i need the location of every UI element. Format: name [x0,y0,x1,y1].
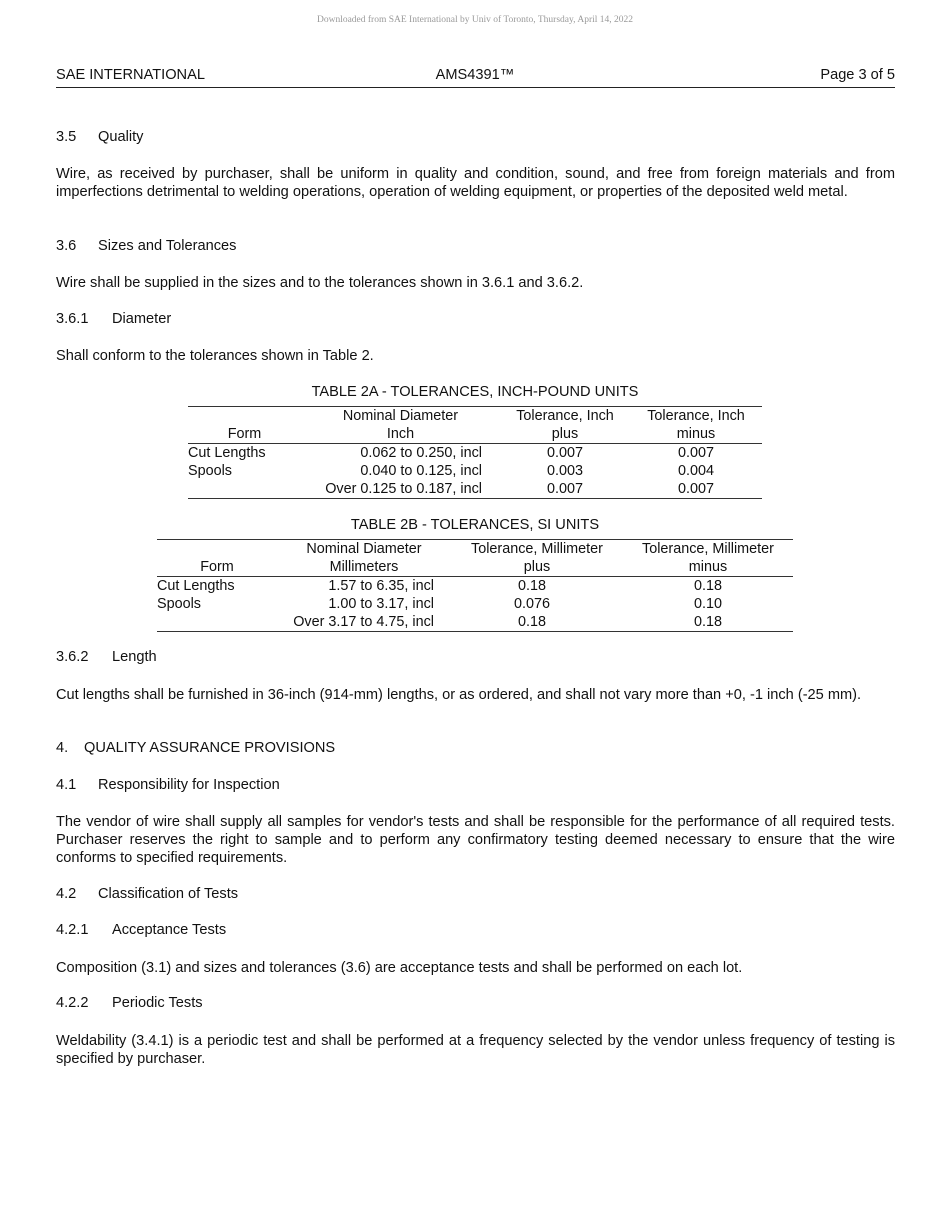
section-number: 4.1 [56,777,77,793]
table-cell-plus: 0.007 [546,445,583,461]
section-title: Responsibility for Inspection [98,777,280,793]
table-header-cell: Nominal Diameter [277,540,451,559]
header-page-number: Page 3 of 5 [820,67,895,83]
paragraph-diameter: Shall conform to the tolerances shown in Table 2. [56,348,374,364]
section-heading-4 [56,740,335,756]
table-cell-minus: 0.18 [623,613,793,632]
paragraph-acceptance-tests: Composition (3.1) and sizes and tolerances (3.6) are acceptance tests and shall be performed on each lot. [56,960,743,976]
table-header-cell [188,407,301,426]
section-heading-3-5 [56,129,143,145]
header-document-id: AMS4391™ [435,67,515,83]
table-2b-title: TABLE 2B - TOLERANCES, SI UNITS [350,517,600,533]
section-number: 3.6.2 [56,649,89,665]
table-cell-minus: 0.007 [677,445,714,461]
section-title: Length [112,649,157,665]
paragraph-length: Cut lengths shall be furnished in 36-inch (914-mm) lengths, or as ordered, and shall not vary more than +0, -1 inch (-25 mm). [56,687,862,703]
section-number: 4. [56,740,69,756]
table-cell-diameter: Over 0.125 to 0.187, incl [301,480,500,499]
download-watermark: Downloaded from SAE International by Univ of Toronto, Thursday, April 14, 2022 [316,15,634,25]
section-number: 3.5 [56,129,77,145]
table-cell-form: Cut Lengths [188,445,266,461]
section-heading-3-6 [56,238,236,254]
table-cell-plus: 0.076 [513,596,550,612]
table-cell-diameter: Over 3.17 to 4.75, incl [277,613,451,632]
section-title: Sizes and Tolerances [98,238,237,254]
table-cell-minus: 0.007 [630,480,762,499]
paragraph-responsibility: The vendor of wire shall supply all samples for vendor's tests and shall be responsible for the performance of all required tests. Purchaser reserves the right to sample and to perform any confirmatory testing deemed necessary to ensure that the wire conforms to specified requirements. [56,814,895,866]
table-cell-minus: 0.004 [677,463,714,479]
table-header-cell: Tolerance, Inch [500,407,630,426]
table-2b [157,539,793,632]
table-cell-diameter: 0.062 to 0.250, incl [360,445,482,461]
table-header-cell [157,540,277,559]
paragraph-periodic-tests: Weldability (3.4.1) is a periodic test and shall be performed at a frequency selected by the vendor unless frequency of testing is specified by purchaser. [56,1033,895,1067]
table-header-cell: Form [157,558,277,577]
table-cell-minus: 0.18 [693,578,722,594]
table-header-cell: minus [630,425,762,444]
table-header-cell: Tolerance, Millimeter [623,540,793,559]
section-number: 4.2.1 [56,922,89,938]
section-title: Classification of Tests [98,886,239,902]
paragraph-sizes: Wire shall be supplied in the sizes and to the tolerances shown in 3.6.1 and 3.6.2. [56,275,584,291]
table-header-cell: Form [188,425,301,444]
section-title: Acceptance Tests [112,922,227,938]
table-cell-form: Cut Lengths [157,578,235,594]
table-cell-diameter: 1.57 to 6.35, incl [328,578,434,594]
section-title: Periodic Tests [112,995,203,1011]
section-heading-4-1 [56,777,280,793]
table-2a [188,406,762,499]
table-cell-diameter: 1.00 to 3.17, incl [328,596,434,612]
table-header-cell: Nominal Diameter [301,407,500,426]
section-heading-3-6-1 [56,311,171,327]
section-heading-3-6-2 [56,649,157,665]
table-cell-diameter: 0.040 to 0.125, incl [360,463,482,479]
table-row [188,462,762,480]
table-row [157,595,793,613]
header-rule [56,87,895,88]
table-cell-minus: 0.10 [693,596,722,612]
table-row [157,577,793,596]
table-row [188,444,762,463]
section-number: 4.2.2 [56,995,89,1011]
table-header-cell: Tolerance, Inch [630,407,762,426]
table-header-cell: plus [451,558,623,577]
table-cell-plus: 0.18 [451,613,623,632]
section-title: QUALITY ASSURANCE PROVISIONS [84,740,336,756]
table-row [188,480,762,499]
table-header-cell: Tolerance, Millimeter [451,540,623,559]
table-header-cell: minus [623,558,793,577]
section-heading-4-2 [56,886,238,902]
table-cell-plus: 0.18 [517,578,546,594]
table-row [157,613,793,632]
table-cell-form: Spools [157,596,202,612]
paragraph-quality: Wire, as received by purchaser, shall be uniform in quality and condition, sound, and free from foreign materials and from imperfections detrimental to welding operations, operation of welding equipment, or properties of the deposited weld metal. [56,166,895,200]
section-title: Diameter [112,311,172,327]
table-cell-form: Spools [188,463,233,479]
section-heading-4-2-1 [56,922,226,938]
table-2a-title: TABLE 2A - TOLERANCES, INCH-POUND UNITS [311,384,639,400]
section-number: 4.2 [56,886,77,902]
section-title: Quality [98,129,144,145]
table-header-cell: plus [500,425,630,444]
section-number: 3.6.1 [56,311,89,327]
table-cell-plus: 0.003 [546,463,583,479]
header-organization: SAE INTERNATIONAL [56,67,205,83]
table-header-cell: Inch [301,425,500,444]
section-heading-4-2-2 [56,995,203,1011]
table-cell-form [188,480,301,499]
table-cell-plus: 0.007 [500,480,630,499]
section-number: 3.6 [56,238,77,254]
table-header-cell: Millimeters [277,558,451,577]
table-cell-form [157,613,277,632]
